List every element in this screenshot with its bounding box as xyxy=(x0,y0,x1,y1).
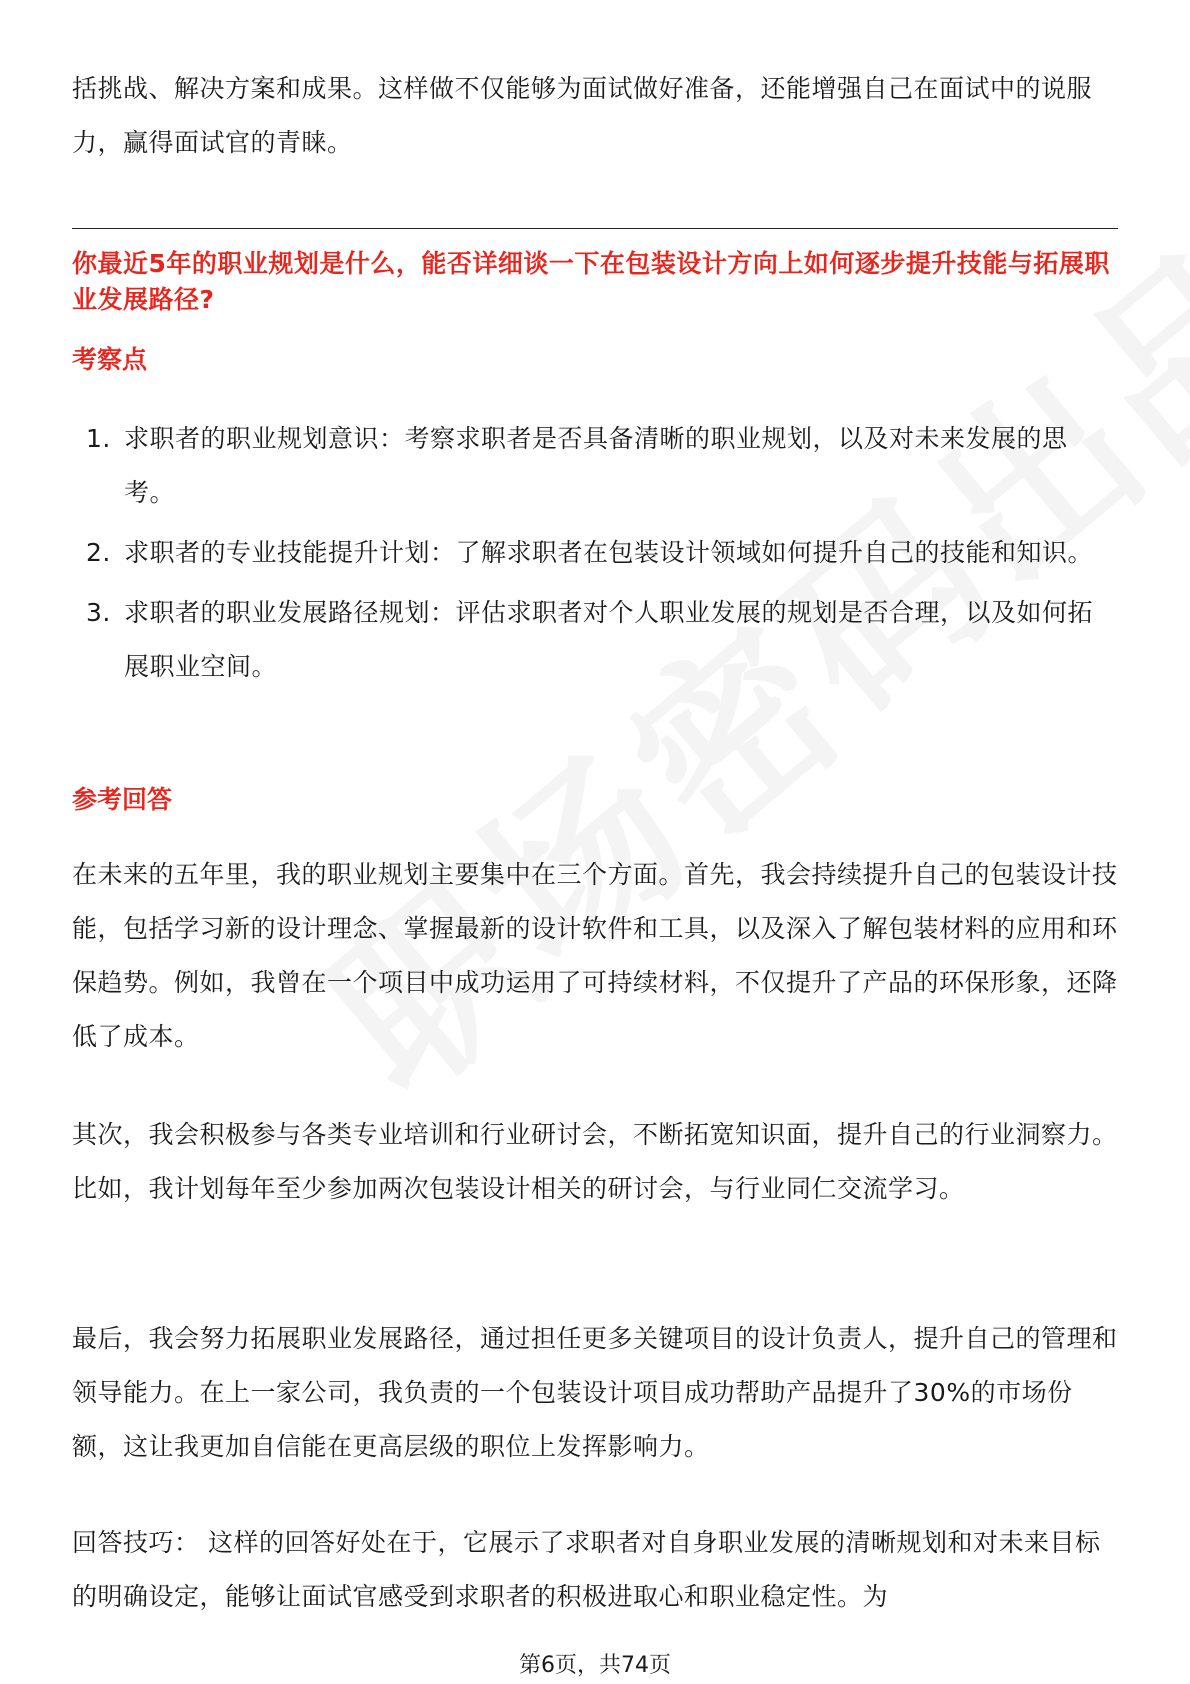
list-item xyxy=(72,586,1118,694)
page-number-footer: 第6页，共74页 xyxy=(519,1653,671,1678)
section-title-answer: 参考回答 xyxy=(72,785,173,814)
answer-paragraph-3: 最后，我会努力拓展职业发展路径，通过担任更多关键项目的设计负责人，提升自己的管理和领导能力。在上一家公司，我负责的一个包装设计项目成功帮助产品提升了30%的市场份额，这让我更加自信能在更高层级的职位上发挥影响力。 xyxy=(72,1324,1118,1461)
list-item xyxy=(72,412,1118,520)
list-item-number: 3. xyxy=(86,598,111,627)
list-item-number: 2. xyxy=(86,538,111,567)
section-title-points: 考察点 xyxy=(72,345,148,374)
list-item-text: 求职者的职业规划意识：考察求职者是否具备清晰的职业规划，以及对未来发展的思考。 xyxy=(124,424,1068,507)
points-list xyxy=(72,412,1118,700)
answer-paragraph-2: 其次，我会积极参与各类专业培训和行业研讨会，不断拓宽知识面，提升自己的行业洞察力。比如，我计划每年至少参加两次包装设计相关的研讨会，与行业同仁交流学习。 xyxy=(72,1120,1118,1203)
section-divider xyxy=(72,228,1118,229)
question-heading: 你最近5年的职业规划是什么，能否详细谈一下在包装设计方向上如何逐步提升技能与拓展职业发展路径? xyxy=(72,249,1110,314)
list-item-number: 1. xyxy=(86,424,111,453)
list-item xyxy=(72,526,1118,580)
list-item-text: 求职者的专业技能提升计划：了解求职者在包装设计领域如何提升自己的技能和知识。 xyxy=(124,538,1094,567)
answer-paragraph-1: 在未来的五年里，我的职业规划主要集中在三个方面。首先，我会持续提升自己的包装设计技能，包括学习新的设计理念、掌握最新的设计软件和工具，以及深入了解包装材料的应用和环保趋势。例如，我曾在一个项目中成功运用了可持续材料，不仅提升了产品的环保形象，还降低了成本。 xyxy=(72,860,1118,1051)
intro-paragraph: 括挑战、解决方案和成果。这样做不仅能够为面试做好准备，还能增强自己在面试中的说服力，赢得面试官的青睐。 xyxy=(72,74,1093,157)
list-item-text: 求职者的职业发展路径规划：评估求职者对个人职业发展的规划是否合理，以及如何拓展职业空间。 xyxy=(124,598,1094,681)
answer-tips-paragraph: 回答技巧： 这样的回答好处在于，它展示了求职者对自身职业发展的清晰规划和对未来目标的明确设定，能够让面试官感受到求职者的积极进取心和职业稳定性。为 xyxy=(72,1528,1101,1611)
